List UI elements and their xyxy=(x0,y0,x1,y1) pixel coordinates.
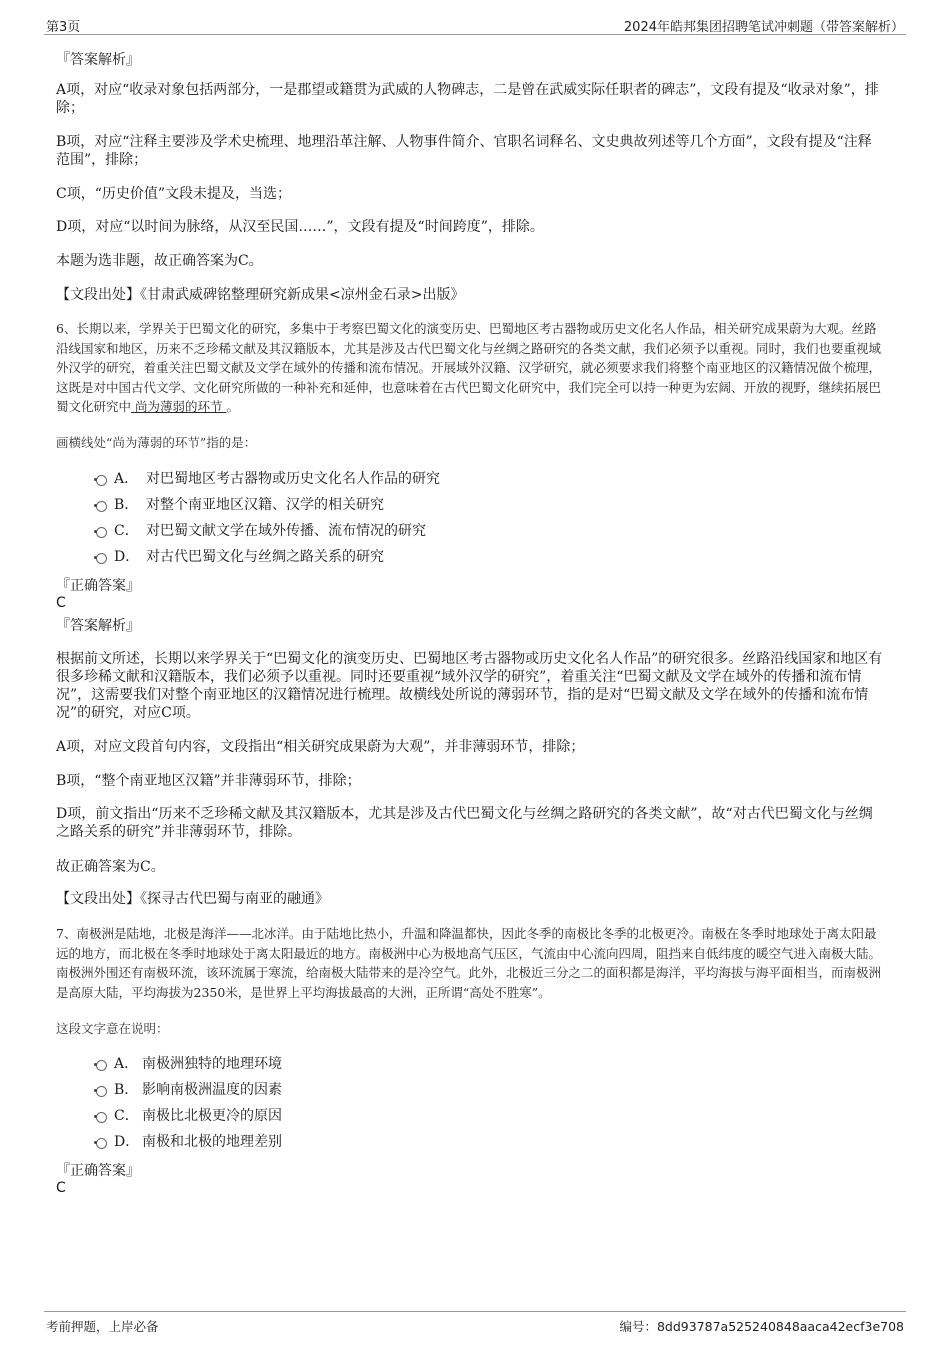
option-letter: A． xyxy=(114,1056,139,1072)
q7-answer-label: 『正确答案』 xyxy=(56,1163,140,1179)
q6-stem xyxy=(56,319,884,417)
q6-analysis-label: 『答案解析』 xyxy=(56,618,140,634)
code-label: 编号： xyxy=(619,1319,657,1334)
q5-analysis-c: C项，“历史价值”文段未提及，当选； xyxy=(56,186,292,202)
code-value: 8dd93787a525240848aaca42ecf3e708 xyxy=(656,1319,904,1334)
q7-option-d[interactable] xyxy=(96,1131,884,1157)
q5-analysis-a: A项，对应“收录对象包括两部分，一是郡望或籍贯为武威的人物碑志，二是曾在武威实际任职者的碑志”，文段有提及“收录对象”，排除； xyxy=(56,82,879,116)
radio-icon[interactable] xyxy=(96,1060,107,1071)
option-letter: B． xyxy=(114,1082,139,1098)
q5-analysis-label: 『答案解析』 xyxy=(56,52,140,68)
q7-answer: C xyxy=(56,1180,66,1196)
q5-analysis-b: B项，对应“注释主要涉及学术史梳理、地理沿革注解、人物事件简介、官职名词释名、文史典故列述等几个方面”，文段有提及“注释范围”，排除； xyxy=(56,134,872,168)
document-code xyxy=(619,1317,904,1335)
q5-analysis-d: D项，对应“以时间为脉络，从汉至民国……”，文段有提及“时间跨度”，排除。 xyxy=(56,219,544,235)
page-header xyxy=(44,14,906,35)
option-text: 对古代巴蜀文化与丝绸之路关系的研究 xyxy=(146,549,384,565)
option-letter: C． xyxy=(114,1108,139,1124)
radio-icon[interactable] xyxy=(96,527,107,538)
q7-stem: 7、南极洲是陆地，北极是海洋——北冰洋。由于陆地比热小，升温和降温都快，因此冬季的南极比冬季的北极更冷。南极在冬季时地球处于离太阳最远的地方，而北极在冬季时地球处于离太阳最近的地方。南极洲中心为极地高气压区，气流由中心流向四周，阻挡来自低纬度的暖空气进入南极大陆。南极洲外围还有南极环流，该环流属于寒流，给南极大陆带来的是冷空气。此外，北极近三分之二的面积都是海洋，平均海拔与海平面相当，而南极洲是高原大陆，平均海拔为2350米，是世界上平均海拔最高的大洲，正所谓“高处不胜寒”。 xyxy=(56,926,882,1000)
radio-icon[interactable] xyxy=(96,553,107,564)
page-number: 第3页 xyxy=(46,20,81,35)
radio-icon[interactable] xyxy=(96,1086,107,1097)
q6-analysis-b: B项，“整个南亚地区汉籍”并非薄弱环节，排除； xyxy=(56,773,361,789)
radio-icon[interactable] xyxy=(96,501,107,512)
radio-icon[interactable] xyxy=(96,1138,107,1149)
option-text: 影响南极洲温度的因素 xyxy=(142,1082,282,1098)
option-text: 南极洲独特的地理环境 xyxy=(142,1056,282,1072)
footer-slogan: 考前押题，上岸必备 xyxy=(46,1319,159,1334)
q6-option-d[interactable] xyxy=(96,546,884,572)
q5-source: 【文段出处】《甘肃武威碑铭整理研究新成果<凉州金石录>出版》 xyxy=(56,287,465,303)
q7-option-a[interactable] xyxy=(96,1053,884,1079)
q6-analysis-main: 根据前文所述，长期以来学界关于“巴蜀文化的演变历史、巴蜀地区考古器物或历史文化名人作品”的研究很多。丝路沿线国家和地区有很多珍稀文献和汉籍版本，我们必须予以重视。同时还要重视“域外汉学的研究”，着重关注“巴蜀文献及文学在域外的传播和流布情况”，这需要我们对整个南亚地区的汉籍情况进行梳理。故横线处所说的薄弱环节，指的是对“巴蜀文献及文学在域外的传播和流布情况”的研究，对应C项。 xyxy=(56,651,883,721)
q6-answer-label: 『正确答案』 xyxy=(56,578,140,594)
option-text: 南极比北极更冷的原因 xyxy=(142,1108,282,1124)
option-letter: C． xyxy=(114,523,139,539)
q6-source: 【文段出处】《探寻古代巴蜀与南亚的融通》 xyxy=(56,891,329,907)
option-letter: D． xyxy=(114,1134,140,1150)
q6-option-c[interactable] xyxy=(96,520,884,546)
page-footer xyxy=(44,1311,906,1336)
option-letter: D． xyxy=(114,549,140,565)
q6-analysis-a: A项，对应文段首句内容，文段指出“相关研究成果蔚为大观”，并非薄弱环节，排除； xyxy=(56,739,585,755)
q7-option-b[interactable] xyxy=(96,1079,884,1105)
q6-stem-end: 。 xyxy=(226,399,239,414)
option-text: 对整个南亚地区汉籍、汉学的相关研究 xyxy=(146,497,384,513)
q7-options xyxy=(96,1053,884,1157)
q6-option-b[interactable] xyxy=(96,494,884,520)
document-title: 2024年皓邦集团招聘笔试冲刺题（带答案解析） xyxy=(623,20,904,35)
option-letter: A． xyxy=(114,471,139,487)
option-text: 对巴蜀文献文学在域外传播、流布情况的研究 xyxy=(146,523,426,539)
q6-answer: C xyxy=(56,595,66,611)
option-text: 南极和北极的地理差别 xyxy=(142,1134,282,1150)
q6-stem-text: 6、长期以来，学界关于巴蜀文化的研究，多集中于考察巴蜀文化的演变历史、巴蜀地区考古器物或历史文化名人作品，相关研究成果蔚为大观。丝路沿线国家和地区，历来不乏珍稀文献及其汉籍版本，尤其是涉及古代巴蜀文化与丝绸之路研究的各类文献，我们必须予以重视。同时，我们也要重视域外汉学的研究，着重关注巴蜀文献及文学在域外的传播和流布情况。开展域外汉籍、汉学研究，就必须要求我们将整个南亚地区的汉籍情况做个梳理，这既是对中国古代文学、文化研究所做的一种补充和延伸，也意味着在古代巴蜀文化研究中，我们完全可以持一种更为宏阔、开放的视野，继续拓展巴蜀文化研究中 xyxy=(56,321,882,414)
option-text: 对巴蜀地区考古器物或历史文化名人作品的研究 xyxy=(146,471,440,487)
radio-icon[interactable] xyxy=(96,1112,107,1123)
option-letter: B． xyxy=(114,497,139,513)
q6-conclusion: 故正确答案为C。 xyxy=(56,859,165,875)
q7-option-c[interactable] xyxy=(96,1105,884,1131)
q7-prompt: 这段文字意在说明： xyxy=(56,1021,169,1036)
q6-underlined-phrase: 尚为薄弱的环节 xyxy=(131,399,227,414)
radio-icon[interactable] xyxy=(96,475,107,486)
q5-conclusion: 本题为选非题，故正确答案为C。 xyxy=(56,253,263,269)
q6-prompt: 画横线处“尚为薄弱的环节”指的是： xyxy=(56,435,257,450)
q6-options xyxy=(96,468,884,572)
q6-option-a[interactable] xyxy=(96,468,884,494)
q6-analysis-d: D项，前文指出“历来不乏珍稀文献及其汉籍版本，尤其是涉及古代巴蜀文化与丝绸之路研究的各类文献”，故“对古代巴蜀文化与丝绸之路关系的研究”并非薄弱环节，排除。 xyxy=(56,806,873,840)
